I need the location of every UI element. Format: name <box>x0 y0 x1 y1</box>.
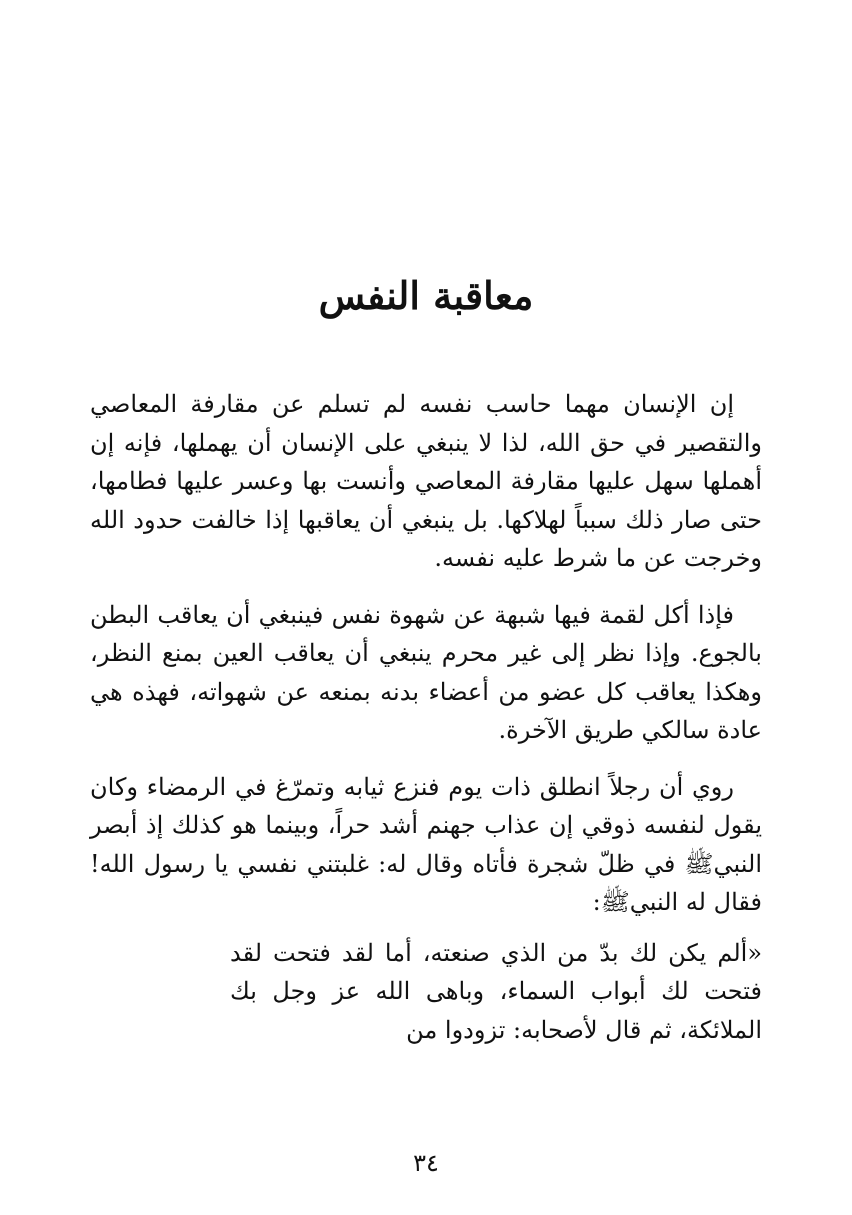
page-number: ٣٤ <box>413 1149 439 1177</box>
paragraph-1: إن الإنسان مهما حاسب نفسه لم تسلم عن مقارفة المعاصي والتقصير في حق الله، لذا لا ينبغي على الإنسان أن يهملها، فإنه إن أهملها سهل عليها مقارفة المعاصي وأنست بها وعسر عليها فطامها، حتى صار ذلك سبباً لهلاكها. بل ينبغي أن يعاقبها إذا خالفت حدود الله وخرجت عن ما شرط عليه نفسه. <box>90 390 762 572</box>
chapter-title: معاقبة النفس <box>318 273 534 318</box>
hadith-quote: «ألم يكن لك بدّ من الذي صنعته، أما لقد فتحت لقد فتحت لك أبواب السماء، وباهى الله عز وجل بك الملائكة، ثم قال لأصحابه: تزودوا من <box>230 938 762 1044</box>
paragraph-3: روي أن رجلاً انطلق ذات يوم فنزع ثيابه وتمرّغ في الرمضاء وكان يقول لنفسه ذوقي إن عذاب جهنم أشد حراً، وبينما هو كذلك إذ أبصر النبيﷺ في ظلّ شجرة فأتاه وقال له: غلبتني نفسي يا رسول الله! فقال له النبيﷺ: <box>90 772 763 916</box>
page-body <box>90 385 762 1049</box>
paragraph-2: فإذا أكل لقمة فيها شبهة عن شهوة نفس فينبغي أن يعاقب البطن بالجوع. وإذا نظر إلى غير محرم ينبغي أن يعاقب العين بمنع النظر، وهكذا يعاقب كل عضو من أعضاء بدنه بمنعه عن شهواته، فهذه هي عادة سالكي طريق الآخرة. <box>90 600 762 744</box>
